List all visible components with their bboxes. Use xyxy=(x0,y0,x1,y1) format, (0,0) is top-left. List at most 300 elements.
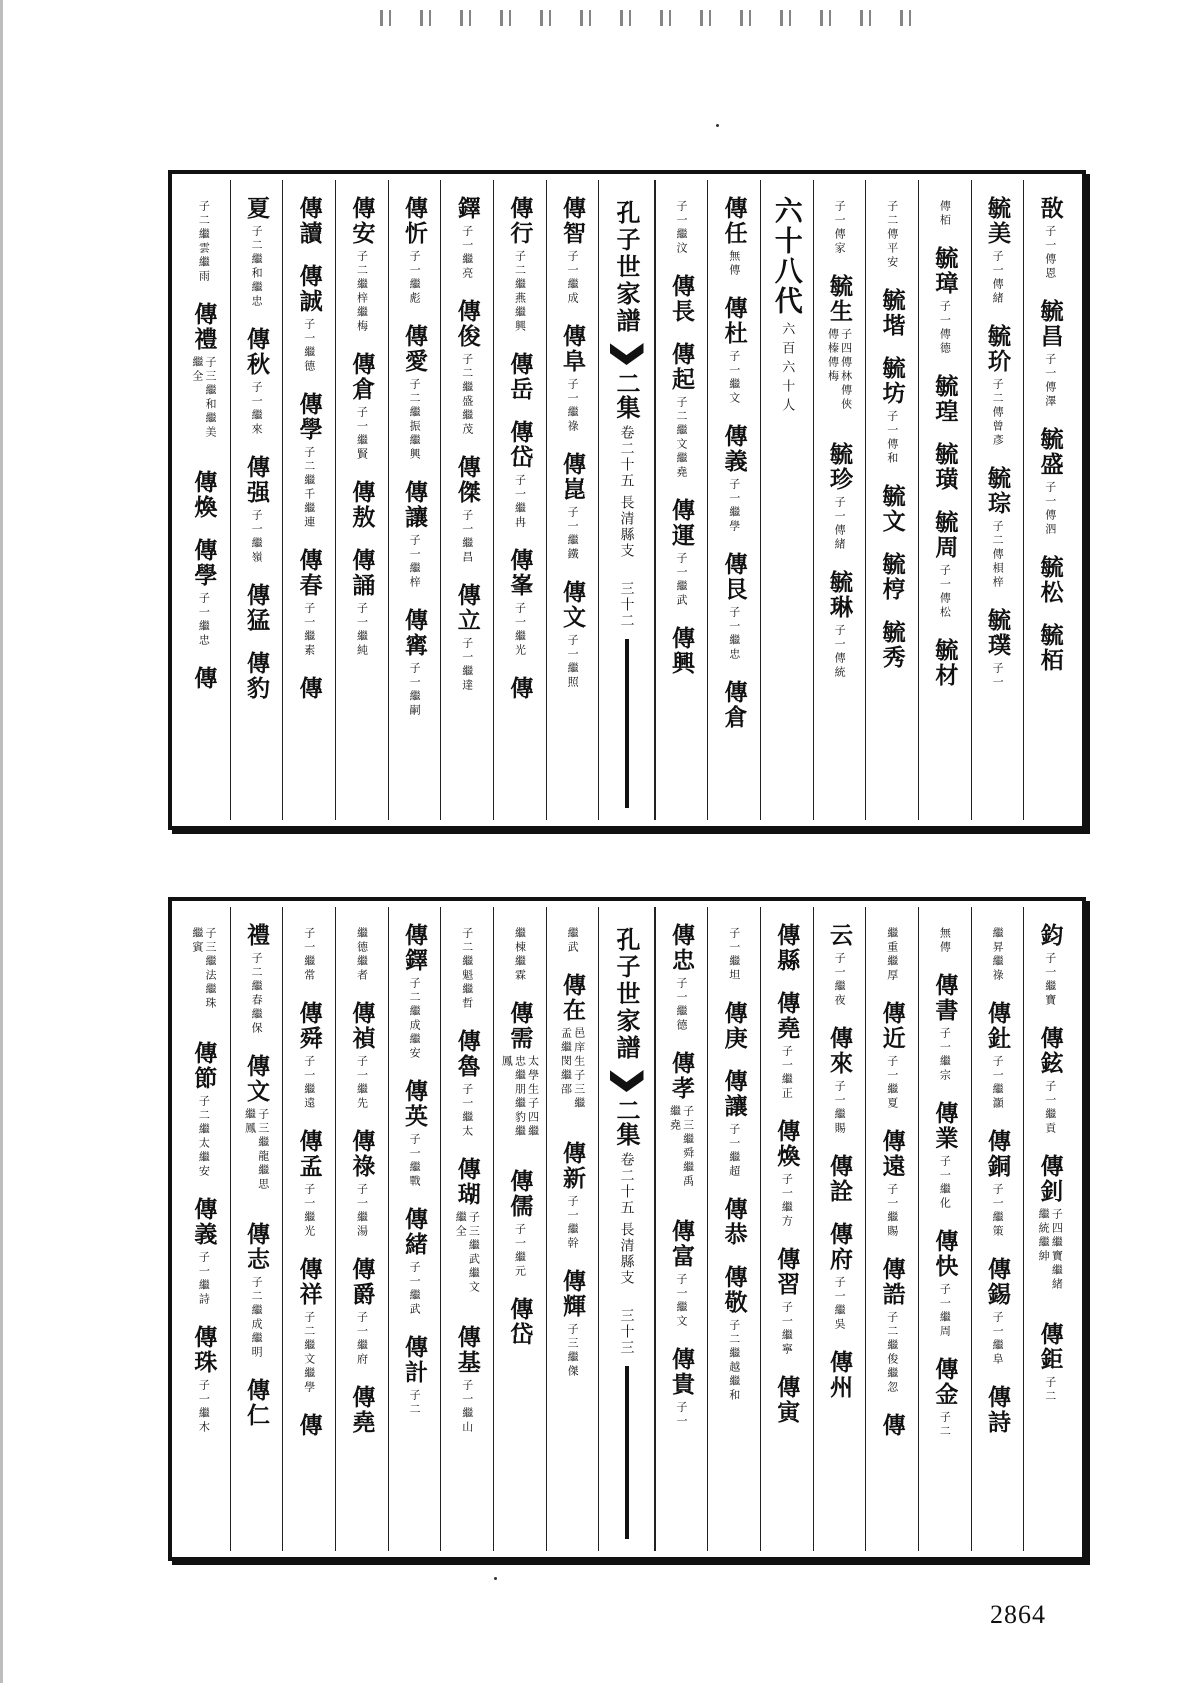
panel-columns xyxy=(178,907,1076,1551)
person-name: 毓周 xyxy=(931,510,959,560)
person-name: 傳春 xyxy=(295,548,323,598)
lineage-note: 子一繼常 xyxy=(302,927,316,983)
lineage-note: 子二繼魁繼哲 xyxy=(460,927,474,1011)
lineage-note: 子一繼純 xyxy=(355,602,369,658)
lineage-note: 子一繼夏 xyxy=(885,1055,899,1111)
genealogy-entry xyxy=(453,1325,481,1435)
genealogy-entry xyxy=(720,1069,748,1179)
person-name: 毓堦 xyxy=(878,288,906,338)
genealogy-entry xyxy=(983,324,1011,448)
genealogy-entry xyxy=(720,424,748,534)
lineage-note: 子一繼坦 xyxy=(727,927,741,983)
lineage-note: 子一傳家 xyxy=(833,200,847,256)
book-title: 孔子世家譜 xyxy=(612,200,641,335)
lineage-note: 子一繼忠 xyxy=(727,606,741,662)
genealogy-entry xyxy=(675,196,688,256)
genealogy-entry xyxy=(931,510,959,620)
lineage-note: 子四繼寶繼緒繼統繼紳 xyxy=(1037,1208,1064,1292)
lineage-note: 子二繼文繼學 xyxy=(302,1311,316,1395)
lineage-note: 子一傳德 xyxy=(938,300,952,356)
lineage-note: 子一繼來 xyxy=(250,381,264,437)
lineage-note: 子一繼阜 xyxy=(991,1311,1005,1367)
volume-label: 卷二十五 xyxy=(618,425,635,489)
lineage-note: 無傳 xyxy=(938,927,952,955)
genealogy-entry xyxy=(720,1265,748,1403)
person-name: 毓珍 xyxy=(825,442,853,492)
genealogy-entry xyxy=(878,1413,906,1438)
lineage-note: 子一繼冉 xyxy=(513,474,527,530)
genealogy-entry xyxy=(878,620,906,670)
genealogy-entry xyxy=(983,1385,1011,1435)
person-name: 毓梈 xyxy=(878,552,906,602)
person-name: 傳禮 xyxy=(190,302,218,352)
lineage-note: 太學生子四繼忠繼朋繼豹繼鳳 xyxy=(500,1055,540,1139)
person-name: 毓材 xyxy=(931,638,959,688)
lineage-note: 子二傳曾彥 xyxy=(991,378,1005,448)
genealogy-entry xyxy=(295,1257,323,1395)
person-name: 鈞 xyxy=(1036,923,1064,948)
genealogy-entry xyxy=(401,324,429,462)
lineage-note: 子一繼賜 xyxy=(833,1080,847,1136)
genealogy-entry xyxy=(197,196,210,284)
genealogy-entry xyxy=(506,196,534,334)
genealogy-entry xyxy=(295,1413,323,1438)
genealogy-entry xyxy=(931,973,959,1083)
genealogy-entry xyxy=(506,1169,534,1279)
lineage-note: 子一繼武 xyxy=(408,1261,422,1317)
genealogy-column xyxy=(440,907,493,1551)
genealogy-column xyxy=(918,907,971,1551)
lineage-note: 子一繼亮 xyxy=(460,225,474,281)
genealogy-entry xyxy=(506,420,534,530)
genealogy-entry xyxy=(931,246,959,356)
set-label: 二集 xyxy=(612,1098,641,1146)
person-name: 傳州 xyxy=(825,1350,853,1400)
lineage-note: 子一繼成 xyxy=(566,250,580,306)
genealogy-entry xyxy=(500,1001,540,1151)
genealogy-entry xyxy=(728,923,741,983)
genealogy-entry xyxy=(1036,299,1064,409)
lineage-note: 子二繼成繼安 xyxy=(408,977,422,1061)
lineage-note: 子二繼文繼堯 xyxy=(675,396,689,480)
genealogy-entry xyxy=(401,480,429,590)
genealogy-entry xyxy=(886,196,899,270)
person-name: 鐸 xyxy=(453,196,481,221)
genealogy-entry xyxy=(983,466,1011,590)
person-name: 傳忠 xyxy=(667,923,695,973)
genealogy-entry xyxy=(295,1001,323,1111)
genealogy-column xyxy=(813,907,866,1551)
center-rule xyxy=(625,639,629,808)
genealogy-entry xyxy=(295,264,323,374)
person-name: 傳讓 xyxy=(401,480,429,530)
lineage-note: 子一繼賢 xyxy=(355,406,369,462)
person-name: 毓秀 xyxy=(878,620,906,670)
genealogy-entry xyxy=(1037,1154,1063,1304)
person-name: 傳文 xyxy=(243,1054,270,1104)
genealogy-column xyxy=(918,180,971,820)
person-name: 傳誥 xyxy=(878,1257,906,1307)
lineage-note: 子一繼貢 xyxy=(1043,1080,1057,1136)
lineage-note: 子三繼傑 xyxy=(566,1323,580,1379)
person-name: 傳書 xyxy=(931,973,959,1023)
person-name: 毓生 xyxy=(825,274,853,324)
branch-label: 長清縣支 xyxy=(618,1222,635,1286)
person-name: 傳儒 xyxy=(506,1169,534,1219)
lineage-note: 子二繼燕繼興 xyxy=(513,250,527,334)
lineage-note: 子一繼武 xyxy=(675,552,689,608)
genealogy-entry xyxy=(190,666,218,691)
person-name: 傳長 xyxy=(667,274,695,324)
genealogy-entry xyxy=(1036,1026,1064,1136)
genealogy-entry xyxy=(461,923,474,1011)
person-name: 傳在 xyxy=(559,973,587,1023)
lineage-note: 子一傳松 xyxy=(938,564,952,620)
person-name: 毓坊 xyxy=(878,356,906,406)
lineage-note: 子一繼周 xyxy=(938,1283,952,1339)
genealogy-panel-bottom xyxy=(168,897,1086,1561)
fish-tail-ornament xyxy=(610,1070,644,1092)
genealogy-panel-top xyxy=(168,170,1086,830)
lineage-note: 子一繼嶺 xyxy=(250,509,264,565)
lineage-note: 子一繼德 xyxy=(675,977,689,1033)
person-name: 傳秋 xyxy=(243,327,270,377)
genealogy-entry xyxy=(938,196,951,228)
genealogy-entry xyxy=(190,1197,218,1307)
lineage-note: 子一繼德 xyxy=(302,318,316,374)
person-name: 傳讀 xyxy=(295,196,323,246)
person-name: 傳祿 xyxy=(348,1129,376,1179)
lineage-note: 子一繼超 xyxy=(727,1123,741,1179)
lineage-note: 子一繼化 xyxy=(938,1155,952,1211)
person-name: 傳庚 xyxy=(720,1001,748,1051)
person-name: 傳倉 xyxy=(348,352,376,402)
person-name: 傳寅 xyxy=(773,1375,801,1425)
genealogy-entry xyxy=(559,196,587,306)
genealogy-entry xyxy=(1036,923,1064,1008)
lineage-note: 子一 xyxy=(675,1401,689,1429)
person-name: 傳富 xyxy=(667,1219,695,1269)
genealogy-entry xyxy=(1036,196,1064,281)
person-name: 毓璞 xyxy=(983,608,1011,658)
genealogy-entry xyxy=(878,1129,906,1239)
genealogy-entry xyxy=(667,274,695,324)
genealogy-entry xyxy=(931,1229,959,1339)
genealogy-entry xyxy=(938,923,951,955)
genealogy-column xyxy=(493,907,546,1551)
genealogy-entry xyxy=(295,196,323,246)
genealogy-entry xyxy=(401,196,429,306)
genealogy-entry xyxy=(720,1001,748,1051)
genealogy-entry xyxy=(668,1051,694,1201)
genealogy-entry xyxy=(348,1001,376,1111)
lineage-note: 子一繼寧 xyxy=(780,1301,794,1357)
fish-tail-ornament xyxy=(610,343,644,365)
lineage-note: 子二繼和繼忠 xyxy=(250,225,264,309)
genealogy-column xyxy=(971,180,1024,820)
lineage-note: 子一繼方 xyxy=(780,1173,794,1229)
page-number: 2864 xyxy=(990,1600,1046,1629)
genealogy-entry xyxy=(355,923,368,983)
genealogy-entry xyxy=(878,484,906,534)
person-name: 傳祥 xyxy=(295,1257,323,1307)
person-name: 敔 xyxy=(1036,196,1064,221)
lineage-note: 子二繼俊繼忽 xyxy=(885,1311,899,1395)
genealogy-entry xyxy=(245,583,268,633)
person-name: 傳杜 xyxy=(720,296,748,346)
person-name: 毓昌 xyxy=(1036,299,1064,349)
lineage-note: 子一繼學 xyxy=(727,478,741,534)
lineage-note: 子一繼先 xyxy=(355,1055,369,1111)
lineage-note: 子一繼灝 xyxy=(991,1055,1005,1111)
genealogy-entry xyxy=(983,1129,1011,1239)
genealogy-entry xyxy=(773,991,801,1101)
lineage-note: 子一傳澤 xyxy=(1043,353,1057,409)
genealogy-entry xyxy=(245,651,268,701)
lineage-note: 子一繼文 xyxy=(675,1273,689,1329)
genealogy-entry xyxy=(825,1026,853,1136)
lineage-note: 子二 xyxy=(1043,1376,1057,1404)
genealogy-entry xyxy=(559,973,585,1123)
person-name: 禮 xyxy=(243,923,270,948)
person-name: 傳 xyxy=(295,1413,323,1438)
genealogy-entry xyxy=(191,923,217,1023)
lineage-note: 子一傳統 xyxy=(833,624,847,680)
lineage-note: 子一繼山 xyxy=(460,1379,474,1435)
person-name: 傳敖 xyxy=(348,480,376,530)
lineage-note: 子一傳緒 xyxy=(833,496,847,552)
person-name: 傳學 xyxy=(295,392,323,442)
genealogy-column xyxy=(388,907,441,1551)
genealogy-column xyxy=(655,907,708,1551)
person-name: 傳快 xyxy=(931,1229,959,1279)
person-name: 傳銅 xyxy=(983,1129,1011,1179)
genealogy-column xyxy=(865,180,918,820)
lineage-note: 子一繼文 xyxy=(727,350,741,406)
lineage-note: 子二傳梖梓 xyxy=(991,520,1005,590)
genealogy-entry xyxy=(720,680,748,730)
genealogy-entry xyxy=(245,196,268,309)
person-name: 傳誠 xyxy=(295,264,323,314)
lineage-note: 繼武 xyxy=(566,927,580,955)
person-name: 傳豹 xyxy=(243,651,270,701)
genealogy-column xyxy=(813,180,866,820)
person-name: 傳孝 xyxy=(667,1051,695,1101)
center-title-column xyxy=(598,907,654,1551)
person-name: 傳運 xyxy=(667,498,695,548)
person-name: 傳 xyxy=(506,676,534,701)
lineage-note: 子一繼正 xyxy=(780,1045,794,1101)
lineage-note: 子一繼木 xyxy=(197,1379,211,1435)
genealogy-entry xyxy=(878,1001,906,1111)
genealogy-column xyxy=(546,907,599,1551)
genealogy-entry xyxy=(303,923,316,983)
genealogy-entry xyxy=(983,196,1011,306)
person-name: 毓璋 xyxy=(931,246,959,296)
person-name: 毓琮 xyxy=(983,466,1011,516)
genealogy-column xyxy=(655,180,708,820)
genealogy-column xyxy=(707,907,760,1551)
genealogy-column xyxy=(335,180,388,820)
person-name: 傳 xyxy=(295,676,323,701)
genealogy-entry xyxy=(295,392,323,530)
genealogy-entry xyxy=(826,274,852,424)
person-name: 傳義 xyxy=(190,1197,218,1247)
genealogy-entry xyxy=(348,1129,376,1239)
genealogy-column xyxy=(707,180,760,820)
person-name: 傳詩 xyxy=(983,1385,1011,1435)
person-name: 毓琳 xyxy=(825,570,853,620)
genealogy-entry xyxy=(878,1257,906,1395)
person-name: 傳貴 xyxy=(667,1347,695,1397)
lineage-note: 子二傳平安 xyxy=(885,200,899,270)
lineage-note: 子二繼振繼興 xyxy=(408,378,422,462)
person-name: 傳縣 xyxy=(773,923,801,973)
lineage-note: 邑庠生子三繼孟繼閔繼邵 xyxy=(559,1027,586,1111)
person-name: 傳基 xyxy=(453,1325,481,1375)
lineage-note: 子一繼夜 xyxy=(833,952,847,1008)
person-name: 傳義 xyxy=(720,424,748,474)
lineage-note: 子一繼策 xyxy=(991,1183,1005,1239)
lineage-note: 子一繼遠 xyxy=(302,1055,316,1111)
genealogy-entry xyxy=(190,1325,218,1435)
genealogy-column xyxy=(760,180,813,820)
genealogy-column xyxy=(230,180,283,820)
lineage-note: 子一繼達 xyxy=(460,637,474,693)
person-name: 傳 xyxy=(878,1413,906,1438)
genealogy-column xyxy=(440,180,493,820)
center-title-column xyxy=(598,180,654,820)
person-name: 傳傑 xyxy=(453,455,481,505)
lineage-note: 子一繼光 xyxy=(513,602,527,658)
genealogy-entry xyxy=(295,676,323,701)
person-name: 傳立 xyxy=(453,583,481,633)
person-name: 傳智 xyxy=(559,196,587,246)
person-name: 傳敬 xyxy=(720,1265,748,1315)
scan-noise-top xyxy=(380,10,940,26)
genealogy-entry xyxy=(825,1154,853,1204)
genealogy-entry xyxy=(245,923,268,1036)
lineage-note: 子二繼雲繼雨 xyxy=(197,200,211,284)
leaf-number: 三十三 xyxy=(618,1308,635,1356)
lineage-note: 子一繼宗 xyxy=(938,1027,952,1083)
genealogy-entry xyxy=(559,452,587,562)
genealogy-entry xyxy=(825,1222,853,1332)
genealogy-entry xyxy=(825,570,853,680)
lineage-note: 子一傳泗 xyxy=(1043,481,1057,537)
genealogy-entry xyxy=(825,923,853,1008)
genealogy-entry xyxy=(931,1357,959,1439)
lineage-note: 繼德繼者 xyxy=(355,927,369,983)
genealogy-entry xyxy=(513,923,526,983)
genealogy-entry xyxy=(401,1335,429,1417)
lineage-note: 子一繼祿 xyxy=(566,378,580,434)
lineage-note: 子三繼和繼美繼全 xyxy=(190,356,218,440)
genealogy-entry xyxy=(559,580,587,690)
person-name: 傳緒 xyxy=(401,1207,429,1257)
lineage-note: 子四傳林傳俠傳榛傳梅 xyxy=(826,328,853,412)
lineage-note: 子一繼嗣 xyxy=(408,662,422,718)
lineage-note: 子二繼千繼連 xyxy=(302,446,316,530)
person-name: 傳誦 xyxy=(348,548,376,598)
generation-title: 六十八代 xyxy=(770,196,804,316)
person-name: 毓盛 xyxy=(1036,427,1064,477)
genealogy-entry xyxy=(720,196,748,278)
person-name: 傳堯 xyxy=(348,1385,376,1435)
genealogy-entry xyxy=(559,1269,587,1379)
scan-speck xyxy=(494,1577,497,1580)
genealogy-entry xyxy=(667,1347,695,1429)
lineage-note: 子二繼太繼安 xyxy=(197,1095,211,1179)
genealogy-entry xyxy=(453,196,481,281)
genealogy-column xyxy=(865,907,918,1551)
person-name: 傳寗 xyxy=(401,608,429,658)
lineage-note: 無傳 xyxy=(727,250,741,278)
person-name: 傳遠 xyxy=(878,1129,906,1179)
person-name: 傳輝 xyxy=(559,1269,587,1319)
leaf-number: 三十二 xyxy=(618,581,635,629)
person-name: 傳計 xyxy=(401,1335,429,1385)
person-name: 傳鐸 xyxy=(401,923,429,973)
lineage-note: 子一傳和 xyxy=(885,410,899,466)
lineage-note: 子一繼幹 xyxy=(566,1195,580,1251)
genealogy-entry xyxy=(453,583,481,693)
lineage-note: 子一繼照 xyxy=(566,634,580,690)
lineage-note: 子一繼鐵 xyxy=(566,506,580,562)
lineage-note: 子一繼汶 xyxy=(675,200,689,256)
person-name: 毓美 xyxy=(983,196,1011,246)
genealogy-entry xyxy=(506,548,534,658)
genealogy-entry xyxy=(348,480,376,530)
person-name: 傳來 xyxy=(825,1026,853,1076)
person-name: 傳魯 xyxy=(453,1029,481,1079)
lineage-note: 子二繼春繼保 xyxy=(250,952,264,1036)
genealogy-entry xyxy=(245,327,268,437)
person-name: 傳强 xyxy=(243,455,270,505)
person-name: 傳艮 xyxy=(720,552,748,602)
person-name: 傳孟 xyxy=(295,1129,323,1179)
lineage-note: 子一繼府 xyxy=(355,1311,369,1367)
person-name: 傳珠 xyxy=(190,1325,218,1375)
person-name: 傳讓 xyxy=(720,1069,748,1119)
lineage-note: 子一繼太 xyxy=(460,1083,474,1139)
genealogy-entry xyxy=(348,548,376,658)
genealogy-entry xyxy=(667,498,695,608)
person-name: 傳堯 xyxy=(773,991,801,1041)
person-name: 傳鉉 xyxy=(1036,1026,1064,1076)
genealogy-entry xyxy=(348,352,376,462)
genealogy-entry xyxy=(453,455,481,565)
genealogy-entry xyxy=(191,302,217,452)
set-label: 二集 xyxy=(612,371,641,419)
genealogy-column xyxy=(178,180,230,820)
person-name: 毓栢 xyxy=(1036,623,1064,673)
lineage-note: 子三繼龍繼思繼鳳 xyxy=(243,1108,270,1192)
person-name: 傳峯 xyxy=(506,548,534,598)
genealogy-entry xyxy=(566,923,579,955)
person-name: 傳習 xyxy=(773,1247,801,1297)
person-name: 傳英 xyxy=(401,1079,429,1129)
person-name: 傳志 xyxy=(243,1222,270,1272)
genealogy-column xyxy=(1023,907,1076,1551)
person-name: 傳興 xyxy=(667,626,695,676)
genealogy-entry xyxy=(506,352,534,402)
genealogy-entry xyxy=(295,1129,323,1239)
genealogy-column xyxy=(493,180,546,820)
genealogy-column xyxy=(760,907,813,1551)
genealogy-entry xyxy=(1036,623,1064,673)
lineage-note: 子一 xyxy=(991,662,1005,690)
